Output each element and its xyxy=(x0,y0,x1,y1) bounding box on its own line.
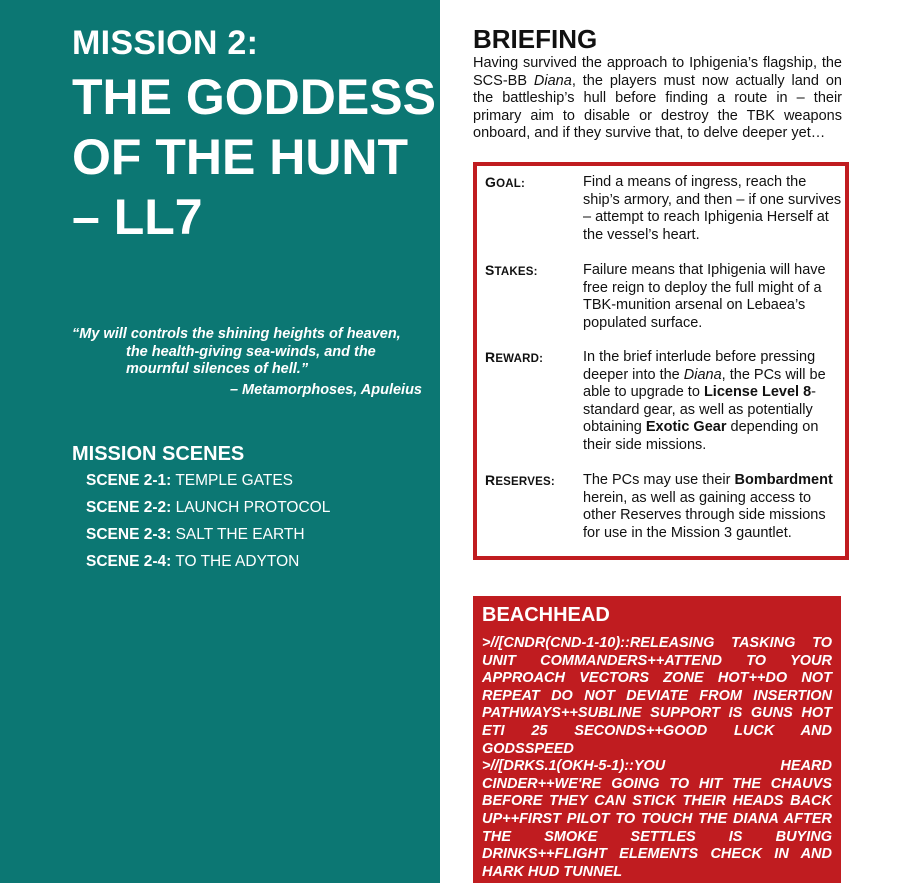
reward-text-part: -standard gear, as well as potentially obtaining xyxy=(583,384,816,435)
reserves-text-part: herein, as well as gaining access to other Reserves through side missions for use in the Mission 3 gauntlet. xyxy=(583,489,826,541)
label-rest: EWARD: xyxy=(495,353,544,365)
scene-name: SALT THE EARTH xyxy=(175,526,305,543)
mission-scenes-heading: MISSION SCENES xyxy=(72,443,245,465)
scene-number: SCENE 2-2: xyxy=(86,499,172,516)
epigraph-line: mournful silences of hell.” xyxy=(126,361,309,377)
label-capital: R xyxy=(485,472,496,488)
mission-info-box xyxy=(473,162,849,560)
briefing-text: , the players must now actually land on the battleship’s hull before finding a route in – their primary aim to disable or destroy the TBK weapons onboard, and if they survive that, to delve deeper yet… xyxy=(473,72,842,141)
reserves-label xyxy=(485,472,575,488)
label-capital: R xyxy=(485,349,496,365)
reserves-text xyxy=(583,472,845,542)
transmission-message: >//[CNDR(CND-1-10)::RELEASING TASKING TO UNIT COMMANDERS++ATTEND TO YOUR APPROACH VECTORS ZONE HOT++DO NOT REPEAT DO NOT DEVIATE FROM INSERTION PATHWAYS++SUBLINE SUPPORT IS GUNS HOT ETI 25 SECONDS++GOOD LUCK AND GODSSPEED xyxy=(482,635,832,757)
label-capital: G xyxy=(485,174,497,190)
reward-text-part: In the brief interlude before pressing deeper into the xyxy=(583,349,816,383)
goal-label xyxy=(485,174,575,190)
label-rest: ESERVES: xyxy=(495,476,555,488)
scene-name: TO THE ADYTON xyxy=(175,553,300,570)
transmission-message: >//[DRKS.1(OKH-5-1)::YOU HEARD CINDER++WE'RE GOING TO HIT THE CHAUVS BEFORE THEY CAN STICK THEIR HEADS BACK UP++FIRST PILOT TO TOUCH THE DIANA AFTER THE SMOKE SETTLES IS BUYING DRINKS++FLIGHT ELEMENTS CHECK IN AND HARK HUD TUNNEL xyxy=(482,758,832,880)
mission-title-panel xyxy=(0,0,440,883)
scene-number: SCENE 2-1: xyxy=(86,472,172,489)
briefing-heading: BRIEFING xyxy=(473,24,598,54)
license-level: License Level 8 xyxy=(703,384,812,400)
epigraph-line: “My will controls the shining heights of heaven, xyxy=(72,326,401,342)
mission-title: THE GODDESS OF THE HUNT – LL7 xyxy=(72,69,436,245)
reserves-text-part: The PCs may use their xyxy=(583,472,735,488)
reward-label xyxy=(485,349,575,365)
stakes-label xyxy=(485,262,575,278)
mission-label: MISSION 2: xyxy=(72,24,259,62)
label-rest: OAL: xyxy=(496,178,525,190)
scene-item xyxy=(86,521,330,548)
scene-list xyxy=(86,467,330,575)
beachhead-title: BEACHHEAD xyxy=(482,604,610,626)
scene-number: SCENE 2-3: xyxy=(86,526,172,543)
bombardment: Bombardment xyxy=(734,472,833,488)
scene-name: TEMPLE GATES xyxy=(175,472,294,489)
ship-name: Diana xyxy=(683,366,722,383)
beachhead-panel xyxy=(473,596,841,883)
epigraph-quote xyxy=(72,326,422,399)
scene-number: SCENE 2-4: xyxy=(86,553,172,570)
exotic-gear: Exotic Gear xyxy=(645,419,727,435)
briefing-paragraph xyxy=(473,55,842,143)
goal-text: Find a means of ingress, reach the ship’s armory, and then – if one survives – attempt to reach Iphigenia Herself at the vessel’s heart. xyxy=(583,174,842,243)
scene-name: LAUNCH PROTOCOL xyxy=(175,499,331,516)
briefing-text: Having survived the approach to Iphigenia’s flagship, the SCS-BB xyxy=(473,55,842,89)
stakes-text: Failure means that Iphigenia will have free reign to deploy the full might of a TBK-munition arsenal on Lebaea’s populated surface. xyxy=(583,262,826,331)
reward-text-part: , the PCs will be able to upgrade to xyxy=(583,366,826,400)
scene-item xyxy=(86,467,330,494)
ship-name: Diana xyxy=(533,72,572,89)
beachhead-transmission xyxy=(482,635,832,881)
reward-text-part: depending on their side missions. xyxy=(583,419,819,453)
label-rest: TAKES: xyxy=(494,266,538,278)
epigraph-attribution: – Metamorphoses, Apuleius xyxy=(229,381,422,398)
scene-item xyxy=(86,548,330,575)
reward-text xyxy=(583,349,845,454)
scene-item xyxy=(86,494,330,521)
label-capital: S xyxy=(485,262,495,278)
epigraph-line: the health-giving sea-winds, and the xyxy=(126,343,376,360)
